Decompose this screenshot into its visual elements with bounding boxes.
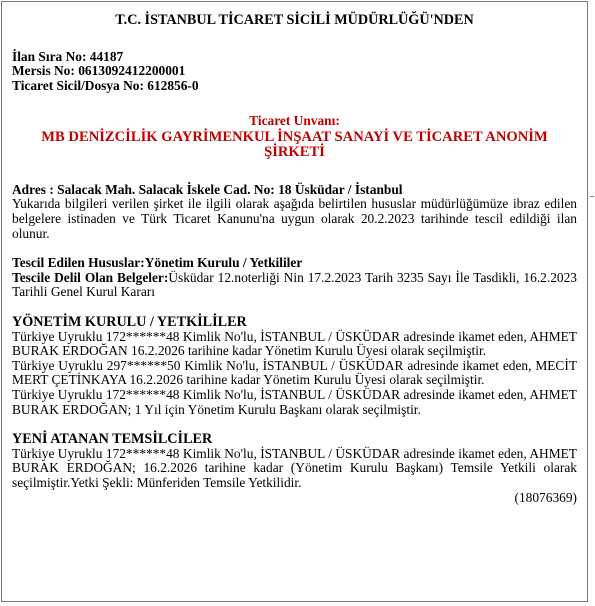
announcement-number: İlan Sıra No: 44187 xyxy=(12,48,124,64)
company-address: Adres : Salacak Mah. Salacak İskele Cad. No: 18 Üsküdar / İstanbul xyxy=(12,181,403,197)
company-name: MB DENİZCİLİK GAYRİMENKUL İNŞAAT SANAYİ VE TİCARET ANONİM ŞİRKETİ xyxy=(41,128,548,161)
trade-registry-number: Ticaret Sicil/Dosya No: 612856-0 xyxy=(12,77,199,93)
board-entry: Türkiye Uyruklu 172******48 Kimlik No'lu, İSTANBUL / ÜSKÜDAR adresinde ikamet eden, AHMET BURAK ERDOĞAN 16.2.2026 tarihine kadar Yönetim Kurulu Üyesi olarak seçilmiştir. xyxy=(12,328,577,359)
announcement-document xyxy=(1,1,588,602)
intro-paragraph: Yukarıda bilgileri verilen şirket ile ilgili olarak aşağıda belirtilen hususlar müdürlüğümüze ibraz edilen belgelere istinaden ve Türk Ticaret Kanunu'na uygun olarak 20.2.2023 tarihinde tescil edildiği ilan olunur. xyxy=(12,196,577,241)
registered-matters-label: Tescil Edilen Hususlar: xyxy=(12,255,145,271)
board-entry: Türkiye Uyruklu 172******48 Kimlik No'lu, İSTANBUL / ÜSKÜDAR adresinde ikamet eden, AHMET BURAK ERDOĞAN; 1 Yıl için Yönetim Kurulu Başkanı olarak seçilmiştir. xyxy=(12,386,577,417)
margin-tick xyxy=(590,196,594,197)
evidence-documents-label: Tescile Delil Olan Belgeler: xyxy=(12,269,169,285)
registry-meta xyxy=(12,50,577,94)
reference-number: (18076369) xyxy=(514,490,577,506)
mersis-number: Mersis No: 0613092412200001 xyxy=(12,63,186,79)
representatives-text: Türkiye Uyruklu 172******48 Kimlik No'lu, İSTANBUL / ÜSKÜDAR adresinde ikamet eden, AHMET BURAK ERDOĞAN; 16.2.2026 tarihine kadar (Yönetim Kurulu Başkanı) Temsile Yetkili olarak seçilmiştir.Yetki Şekli: Münferiden Temsile Yetkilidir. xyxy=(12,445,577,490)
evidence-documents xyxy=(12,271,577,300)
representatives-heading: YENİ ATANAN TEMSİLCİLER xyxy=(12,431,213,448)
board-entry: Türkiye Uyruklu 297******50 Kimlik No'lu, İSTANBUL / ÜSKÜDAR adresinde ikamet eden, MECİT MERT ÇETİNKAYA 16.2.2026 tarihine kadar Yönetim Kurulu Üyesi olarak seçilmiştir. xyxy=(12,357,577,388)
board-heading: YÖNETİM KURULU / YETKİLİLER xyxy=(12,313,247,330)
document-body xyxy=(2,2,587,506)
registered-matters xyxy=(12,256,577,271)
registered-matters-value: Yönetim Kurulu / Yetkililer xyxy=(144,255,303,271)
trade-name-label: Ticaret Unvanı: xyxy=(249,113,340,129)
evidence-documents-value: Üsküdar 12.noterliği Nin 17.2.2023 Tarih 3235 Sayı İle Tasdikli, 16.2.2023 Tarihli Genel Kurul Kararı xyxy=(12,269,577,300)
page-margin xyxy=(590,0,595,606)
document-title: T.C. İSTANBUL TİCARET SİCİLİ MÜDÜRLÜĞÜ'NDEN xyxy=(115,12,474,28)
